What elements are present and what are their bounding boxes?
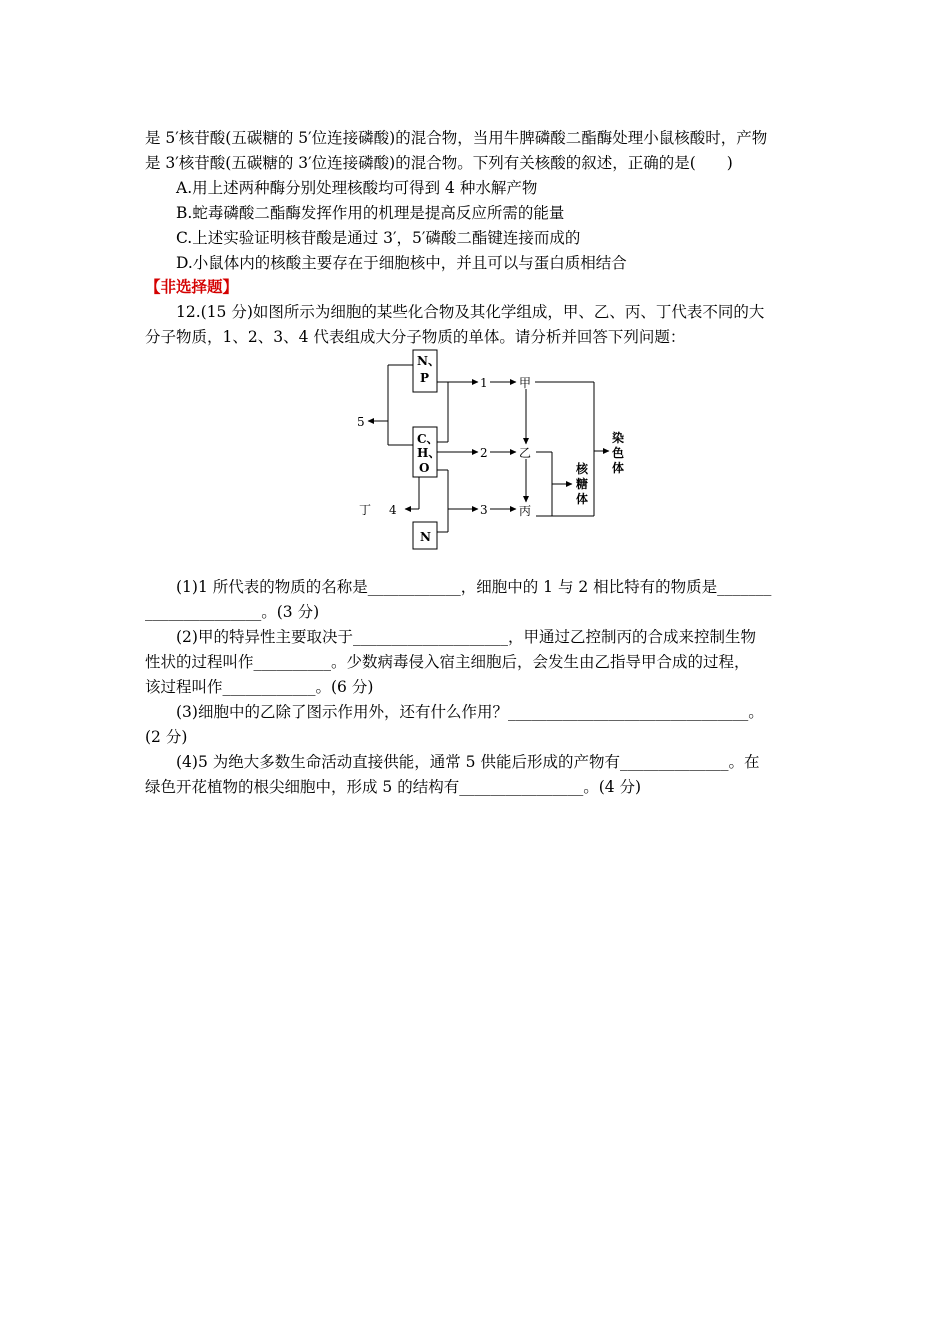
q12-part1-line-1: (1)1 所代表的物质的名称是____________，细胞中的 1 与 2 相比特有的物质是_______: [176, 578, 772, 596]
box-cho-text-2: H、: [417, 446, 441, 460]
chromosome-char-1: 染: [612, 431, 625, 445]
q12-part2-line-2: 性状的过程叫作__________。少数病毒侵入宿主细胞后，会发生由乙指导甲合成的过程，: [145, 653, 750, 671]
box-cho-text-1: C、: [417, 432, 439, 446]
chromosome-char-3: 体: [612, 461, 625, 475]
option-a: A.用上述两种酶分别处理核酸均可得到 4 种水解产物: [176, 179, 538, 197]
chromosome-char-2: 色: [612, 446, 625, 460]
option-b: B.蛇毒磷酸二酯酶发挥作用的机理是提高反应所需的能量: [176, 204, 565, 222]
box-cho-text-3: O: [419, 461, 430, 475]
intro-line-1: 是 5′核苷酸(五碳糖的 5′位连接磷酸)的混合物，当用牛脾磷酸二酯酶处理小鼠核酸时，产物: [145, 129, 768, 147]
ribosome-char-2: 糖: [576, 477, 589, 491]
section-heading: 【非选择题】: [145, 278, 239, 296]
q12-part2-line-3: 该过程叫作____________。(6 分): [145, 678, 374, 696]
q12-part3-line-1: (3)细胞中的乙除了图示作用外，还有什么作用？_______________________________。: [176, 703, 764, 721]
option-d: D.小鼠体内的核酸主要存在于细胞核中，并且可以与蛋白质相结合: [176, 254, 627, 272]
label-2: 2: [480, 446, 488, 460]
label-bing: 丙: [519, 504, 532, 518]
label-ding: 丁: [359, 503, 372, 517]
option-c: C.上述实验证明核苷酸是通过 3′，5′磷酸二酯键连接而成的: [176, 229, 581, 247]
q12-line-1: 12.(15 分)如图所示为细胞的某些化合物及其化学组成，甲、乙、丙、丁代表不同的大: [176, 303, 765, 321]
label-5: 5: [357, 415, 365, 429]
label-1: 1: [480, 376, 488, 390]
q12-part3-line-2: (2 分): [145, 728, 188, 746]
q12-part1-line-2: _______________。(3 分): [145, 603, 320, 621]
label-jia: 甲: [519, 376, 532, 390]
box-np-text-2: P: [420, 371, 430, 385]
q12-line-2: 分子物质，1、2、3、4 代表组成大分子物质的单体。请分析并回答下列问题：: [145, 328, 686, 346]
label-3: 3: [480, 503, 488, 517]
compound-diagram: [340, 345, 640, 555]
ribosome-char-3: 体: [576, 492, 589, 506]
box-n-text: N: [420, 530, 431, 544]
q12-part2-line-1: (2)甲的特异性主要取决于____________________，甲通过乙控制丙的合成来控制生物: [176, 628, 756, 646]
intro-line-2: 是 3′核苷酸(五碳糖的 3′位连接磷酸)的混合物。下列有关核酸的叙述，正确的是( ): [145, 154, 733, 172]
box-np-text-1: N、: [417, 354, 440, 368]
ribosome-char-1: 核: [576, 462, 589, 476]
q12-part4-line-1: (4)5 为绝大多数生命活动直接供能，通常 5 供能后形成的产物有______________。在: [176, 753, 760, 771]
label-4: 4: [389, 503, 397, 517]
label-yi: 乙: [519, 446, 532, 460]
q12-part4-line-2: 绿色开花植物的根尖细胞中，形成 5 的结构有________________。(4 分): [145, 778, 642, 796]
